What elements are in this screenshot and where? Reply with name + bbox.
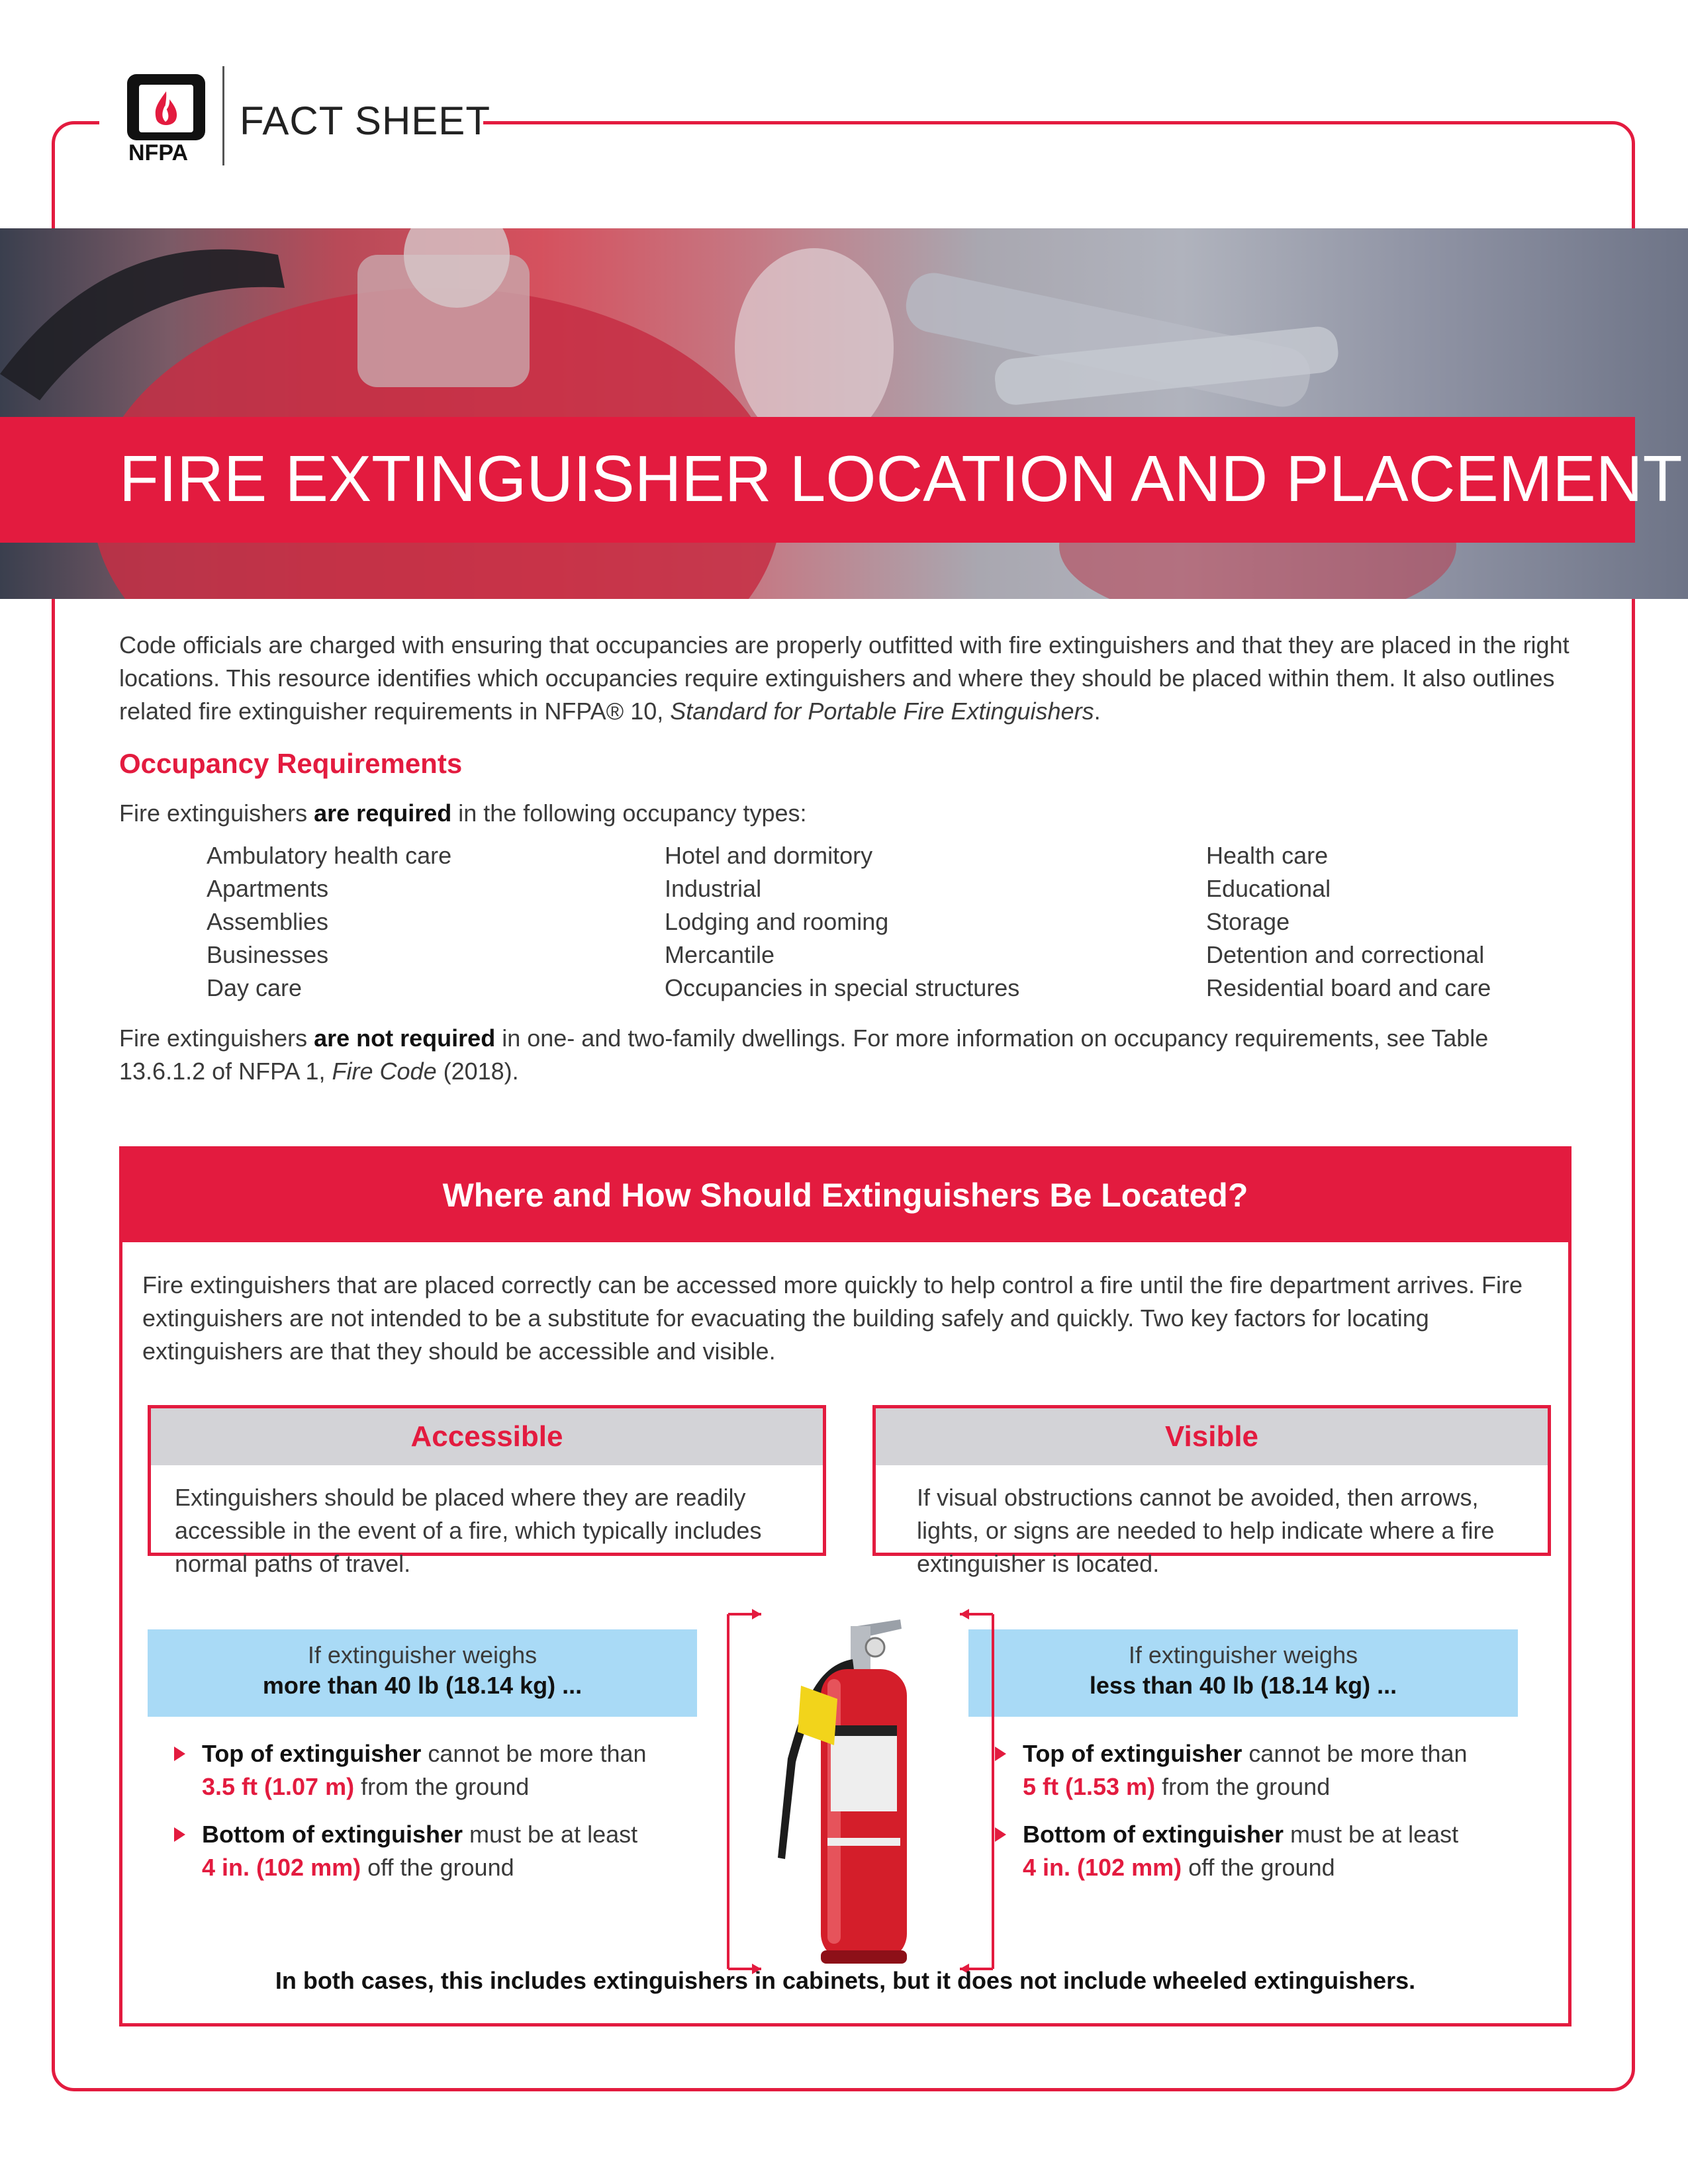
list-item: Top of extinguisher cannot be more than 5 ft (1.53 m) from the ground [990,1737,1493,1803]
list-item: Top of extinguisher cannot be more than 3.5 ft (1.07 m) from the ground [169,1737,672,1803]
list-item: Health care [1206,842,1329,869]
occupancy-note: Fire extinguishers are not required in one- and two-family dwellings. For more information on occupancy requirements, see Table 13.6.1.2 of NFPA 1, Fire Code (2018). [119,1024,1489,1085]
accessible-box [148,1405,826,1577]
occupancy-column-3 [1206,839,1491,1005]
weight-under-40-banner [968,1629,1518,1717]
list-item: Assemblies [207,908,329,935]
list-item: Bottom of extinguisher must be at least 4 in. (102 mm) off the ground [169,1818,672,1884]
svg-text:NFPA: NFPA [128,140,189,164]
list-item: Mercantile [665,941,775,968]
visible-text: If visual obstructions cannot be avoided, then arrows, lights, or signs are needed to help indicate where a fire extinguisher is located. [917,1484,1495,1577]
list-item: Detention and correctional [1206,941,1485,968]
nfpa-logo [123,71,209,164]
fact-sheet-label: FACT SHEET [240,99,491,143]
visible-box [872,1405,1551,1577]
list-item: Hotel and dormitory [665,842,873,869]
weight-banner-line1: If extinguisher weighs [307,1641,538,1668]
accessible-text: Extinguishers should be placed where they are readily accessible in the event of a fire, which typically includes normal paths of travel. [175,1484,762,1577]
accessible-title: Accessible [410,1420,563,1453]
list-item: Lodging and rooming [665,908,889,935]
list-item: Storage [1206,908,1290,935]
list-item: Industrial [665,875,762,902]
occupancy-intro: Fire extinguishers are required in the following occupancy types: [119,799,807,827]
list-item: Residential board and care [1206,974,1491,1001]
box-footer-note: In both cases, this includes extinguishers in cabinets, but it does not include wheeled extinguishers. [275,1967,1416,1994]
list-item: Bottom of extinguisher must be at least 4 in. (102 mm) off the ground [990,1818,1493,1884]
weight-banner-line2: less than 40 lb (18.14 kg) ... [1089,1672,1397,1699]
list-item: Ambulatory health care [207,842,452,869]
weight-over-40-banner [148,1629,697,1717]
occupancy-column-1 [207,839,451,1005]
weight-banner-line1: If extinguisher weighs [1128,1641,1358,1668]
hero-photo [0,228,1688,599]
occupancy-column-2 [665,839,1019,1005]
list-item: Apartments [207,875,329,902]
page-title: FIRE EXTINGUISHER LOCATION AND PLACEMENT [119,442,1683,515]
occupancy-heading: Occupancy Requirements [119,748,463,779]
location-box-intro: Fire extinguishers that are placed correctly can be accessed more quickly to help control a fire until the fire department arrives. Fire extinguishers are not intended to be a substitute for evacuating the building safely and quickly. Two key factors for locating extinguishers are that they should be accessible and visible. [142,1271,1523,1365]
location-box [119,1146,1571,2026]
location-box-title: Where and How Should Extinguishers Be Located? [442,1177,1248,1214]
weight-banner-line2: more than 40 lb (18.14 kg) ... [262,1672,583,1699]
bullet-arrow-icon [174,1827,185,1842]
under-40-bullets [990,1737,1493,1899]
logo-divider [222,66,224,165]
list-item: Day care [207,974,303,1001]
bullet-arrow-icon [174,1747,185,1761]
over-40-bullets [169,1737,672,1899]
list-item: Educational [1206,875,1331,902]
intro-paragraph: Code officials are charged with ensuring that occupancies are properly outfitted with fire extinguishers and that they are placed in the right locations. This resource identifies which occupancies require extinguishers and where they should be placed within them. It also outlines related fire extinguisher requirements in NFPA® 10, Standard for Portable Fire Extinguishers. [119,631,1570,725]
list-item: Occupancies in special structures [665,974,1020,1001]
list-item: Businesses [207,941,329,968]
fire-extinguisher-image [722,1606,1000,1977]
visible-title: Visible [1164,1420,1259,1453]
